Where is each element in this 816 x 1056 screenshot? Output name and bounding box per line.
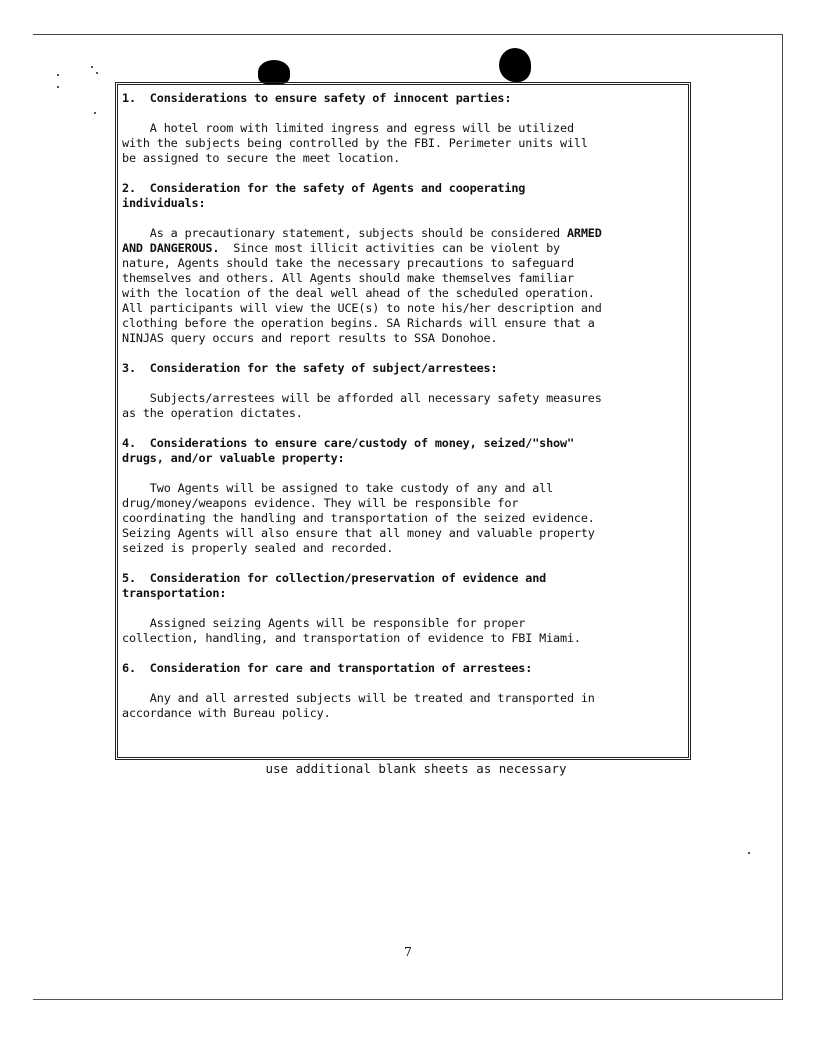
scan-speck — [91, 66, 93, 68]
text-line — [122, 226, 684, 241]
text-line: NINJAS query occurs and report results to SSA Donohoe. — [122, 331, 498, 345]
text-line: accordance with Bureau policy. — [122, 706, 331, 720]
text-line: nature, Agents should take the necessary precautions to safeguard — [122, 256, 574, 270]
redaction-blot — [499, 48, 531, 82]
form-box — [115, 82, 691, 760]
section-1-body — [122, 121, 684, 166]
section-6-heading: 6. Consideration for care and transportation of arrestees: — [122, 661, 533, 675]
text-line — [122, 241, 684, 256]
section-5-heading: 5. Consideration for collection/preservation of evidence and transportation: — [122, 571, 547, 600]
text-line: themselves and others. All Agents should make themselves familiar — [122, 271, 574, 285]
text-line: Two Agents will be assigned to take custody of any and all — [122, 481, 554, 495]
text-line: as the operation dictates. — [122, 406, 303, 420]
section-4-body — [122, 481, 684, 556]
text-line: Any and all arrested subjects will be treated and transported in — [122, 691, 595, 705]
text-fragment: Since most illicit activities can be violent by — [219, 241, 561, 255]
section-2-body — [122, 226, 684, 346]
scan-speck — [57, 86, 59, 88]
text-line: Assigned seizing Agents will be responsible for proper — [122, 616, 526, 630]
text-fragment: As a precautionary statement, subjects should be considered — [122, 226, 567, 240]
text-line: coordinating the handling and transportation of the seized evidence. — [122, 511, 595, 525]
section-2-heading: 2. Consideration for the safety of Agents and cooperating individuals: — [122, 181, 526, 210]
armed-emphasis: ARMED — [566, 226, 602, 240]
page-edge-right — [782, 34, 783, 1000]
scan-speck — [748, 852, 750, 854]
section-4-heading: 4. Considerations to ensure care/custody of money, seized/"show" drugs, and/or valuable property: — [122, 436, 574, 465]
text-line: drug/money/weapons evidence. They will be responsible for — [122, 496, 519, 510]
dangerous-emphasis: AND DANGEROUS. — [122, 241, 220, 255]
page-number: 7 — [404, 944, 412, 959]
text-line: be assigned to secure the meet location. — [122, 151, 401, 165]
scan-speck — [94, 112, 96, 114]
page-edge-bottom — [33, 999, 783, 1000]
form-content — [122, 91, 684, 736]
text-line: collection, handling, and transportation of evidence to FBI Miami. — [122, 631, 581, 645]
text-line: clothing before the operation begins. SA Richards will ensure that a — [122, 316, 595, 330]
text-line: seized is properly sealed and recorded. — [122, 541, 394, 555]
text-line: with the subjects being controlled by the FBI. Perimeter units will — [122, 136, 588, 150]
text-line: Seizing Agents will also ensure that all money and valuable property — [122, 526, 595, 540]
section-3-body — [122, 391, 684, 421]
section-1-heading: 1. Considerations to ensure safety of innocent parties: — [122, 91, 512, 105]
redaction-blot — [258, 60, 290, 84]
section-5-body — [122, 616, 684, 646]
scan-speck — [57, 74, 59, 76]
text-line: All participants will view the UCE(s) to note his/her description and — [122, 301, 602, 315]
footer-note: use additional blank sheets as necessary — [265, 761, 567, 776]
text-line: with the location of the deal well ahead of the scheduled operation. — [122, 286, 595, 300]
section-6-body — [122, 691, 684, 721]
text-line: Subjects/arrestees will be afforded all necessary safety measures — [122, 391, 602, 405]
text-line: A hotel room with limited ingress and egress will be utilized — [122, 121, 574, 135]
scan-speck — [96, 72, 98, 74]
section-3-heading: 3. Consideration for the safety of subject/arrestees: — [122, 361, 498, 375]
page-edge-top — [33, 34, 783, 35]
